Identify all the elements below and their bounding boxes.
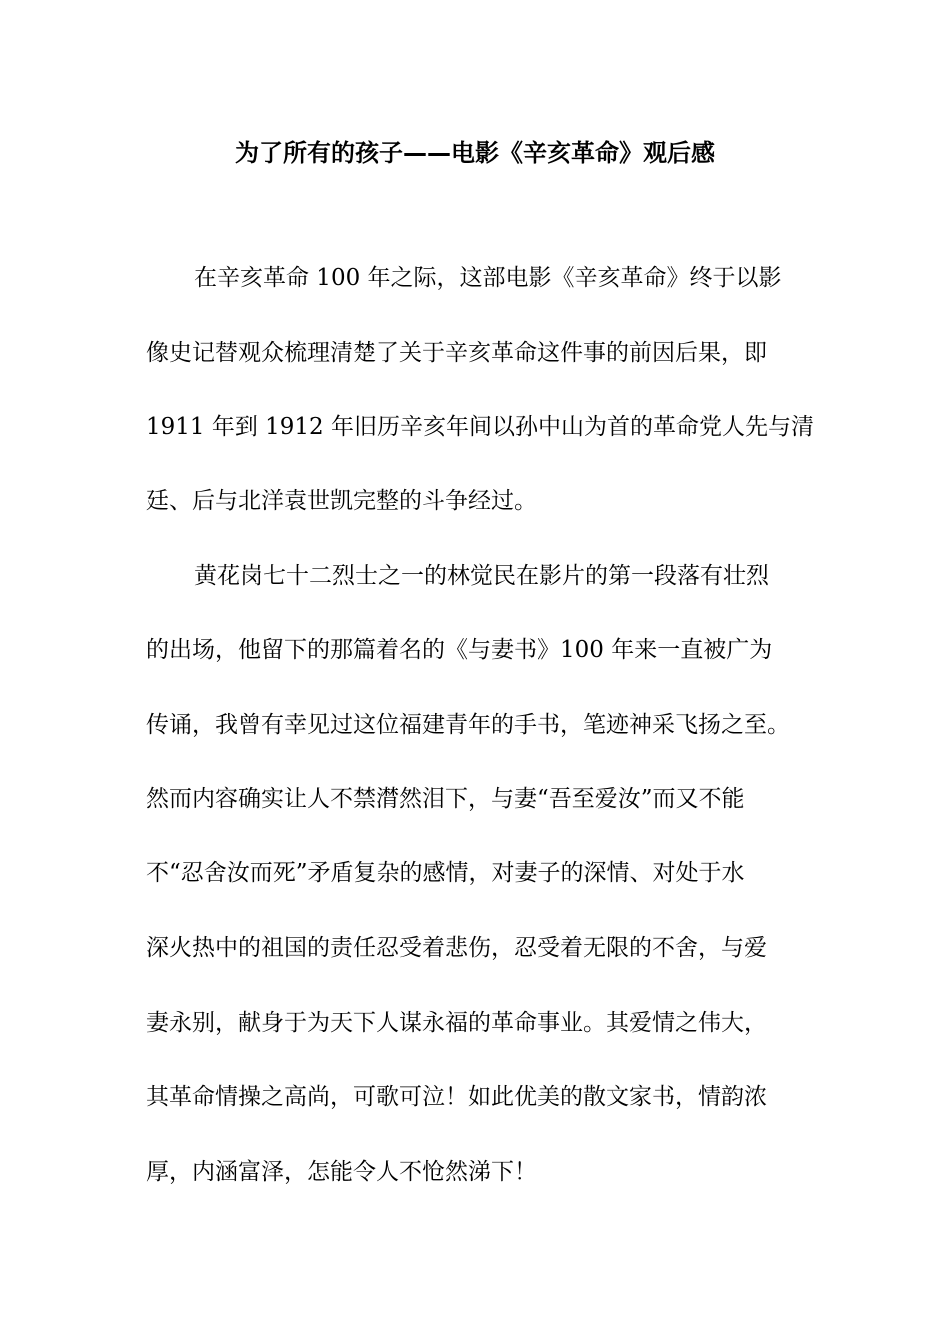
paragraph-line: 的出场，他留下的那篇着名的《与妻书》100 年来一直被广为	[146, 637, 773, 663]
paragraph-line: 然而内容确实让人不禁潸然泪下，与妻“吾至爱汝”而又不能	[146, 786, 745, 812]
paragraph-line: 廷、后与北洋袁世凯完整的斗争经过。	[146, 488, 537, 514]
paragraph-line: 厚，内涵富泽，怎能令人不怆然涕下！	[146, 1159, 537, 1185]
paragraph-line: 不“忍舍汝而死”矛盾复杂的感情，对妻子的深情、对处于水	[146, 860, 745, 886]
paragraph-line: 深火热中的祖国的责任忍受着悲伤，忍受着无限的不舍，与爱	[146, 935, 767, 961]
page-title: 为了所有的孩子——电影《辛亥革命》观后感	[235, 139, 715, 167]
paragraph-line: 妻永别，献身于为天下人谋永福的革命事业。其爱情之伟大，	[146, 1010, 767, 1036]
paragraph-line: 在辛亥革命 100 年之际，这部电影《辛亥革命》终于以影	[194, 265, 782, 291]
paragraph-line: 传诵，我曾有幸见过这位福建青年的手书，笔迹神采飞扬之至。	[146, 712, 790, 738]
paragraph-line: 黄花岗七十二烈士之一的林觉民在影片的第一段落有壮烈	[194, 563, 769, 589]
paragraph-line: 1911 年到 1912 年旧历辛亥年间以孙中山为首的革命党人先与清	[146, 414, 814, 440]
paragraph-line: 其革命情操之高尚，可歌可泣！如此优美的散文家书，情韵浓	[146, 1084, 767, 1110]
paragraph-line: 像史记替观众梳理清楚了关于辛亥革命这件事的前因后果，即	[146, 340, 767, 366]
